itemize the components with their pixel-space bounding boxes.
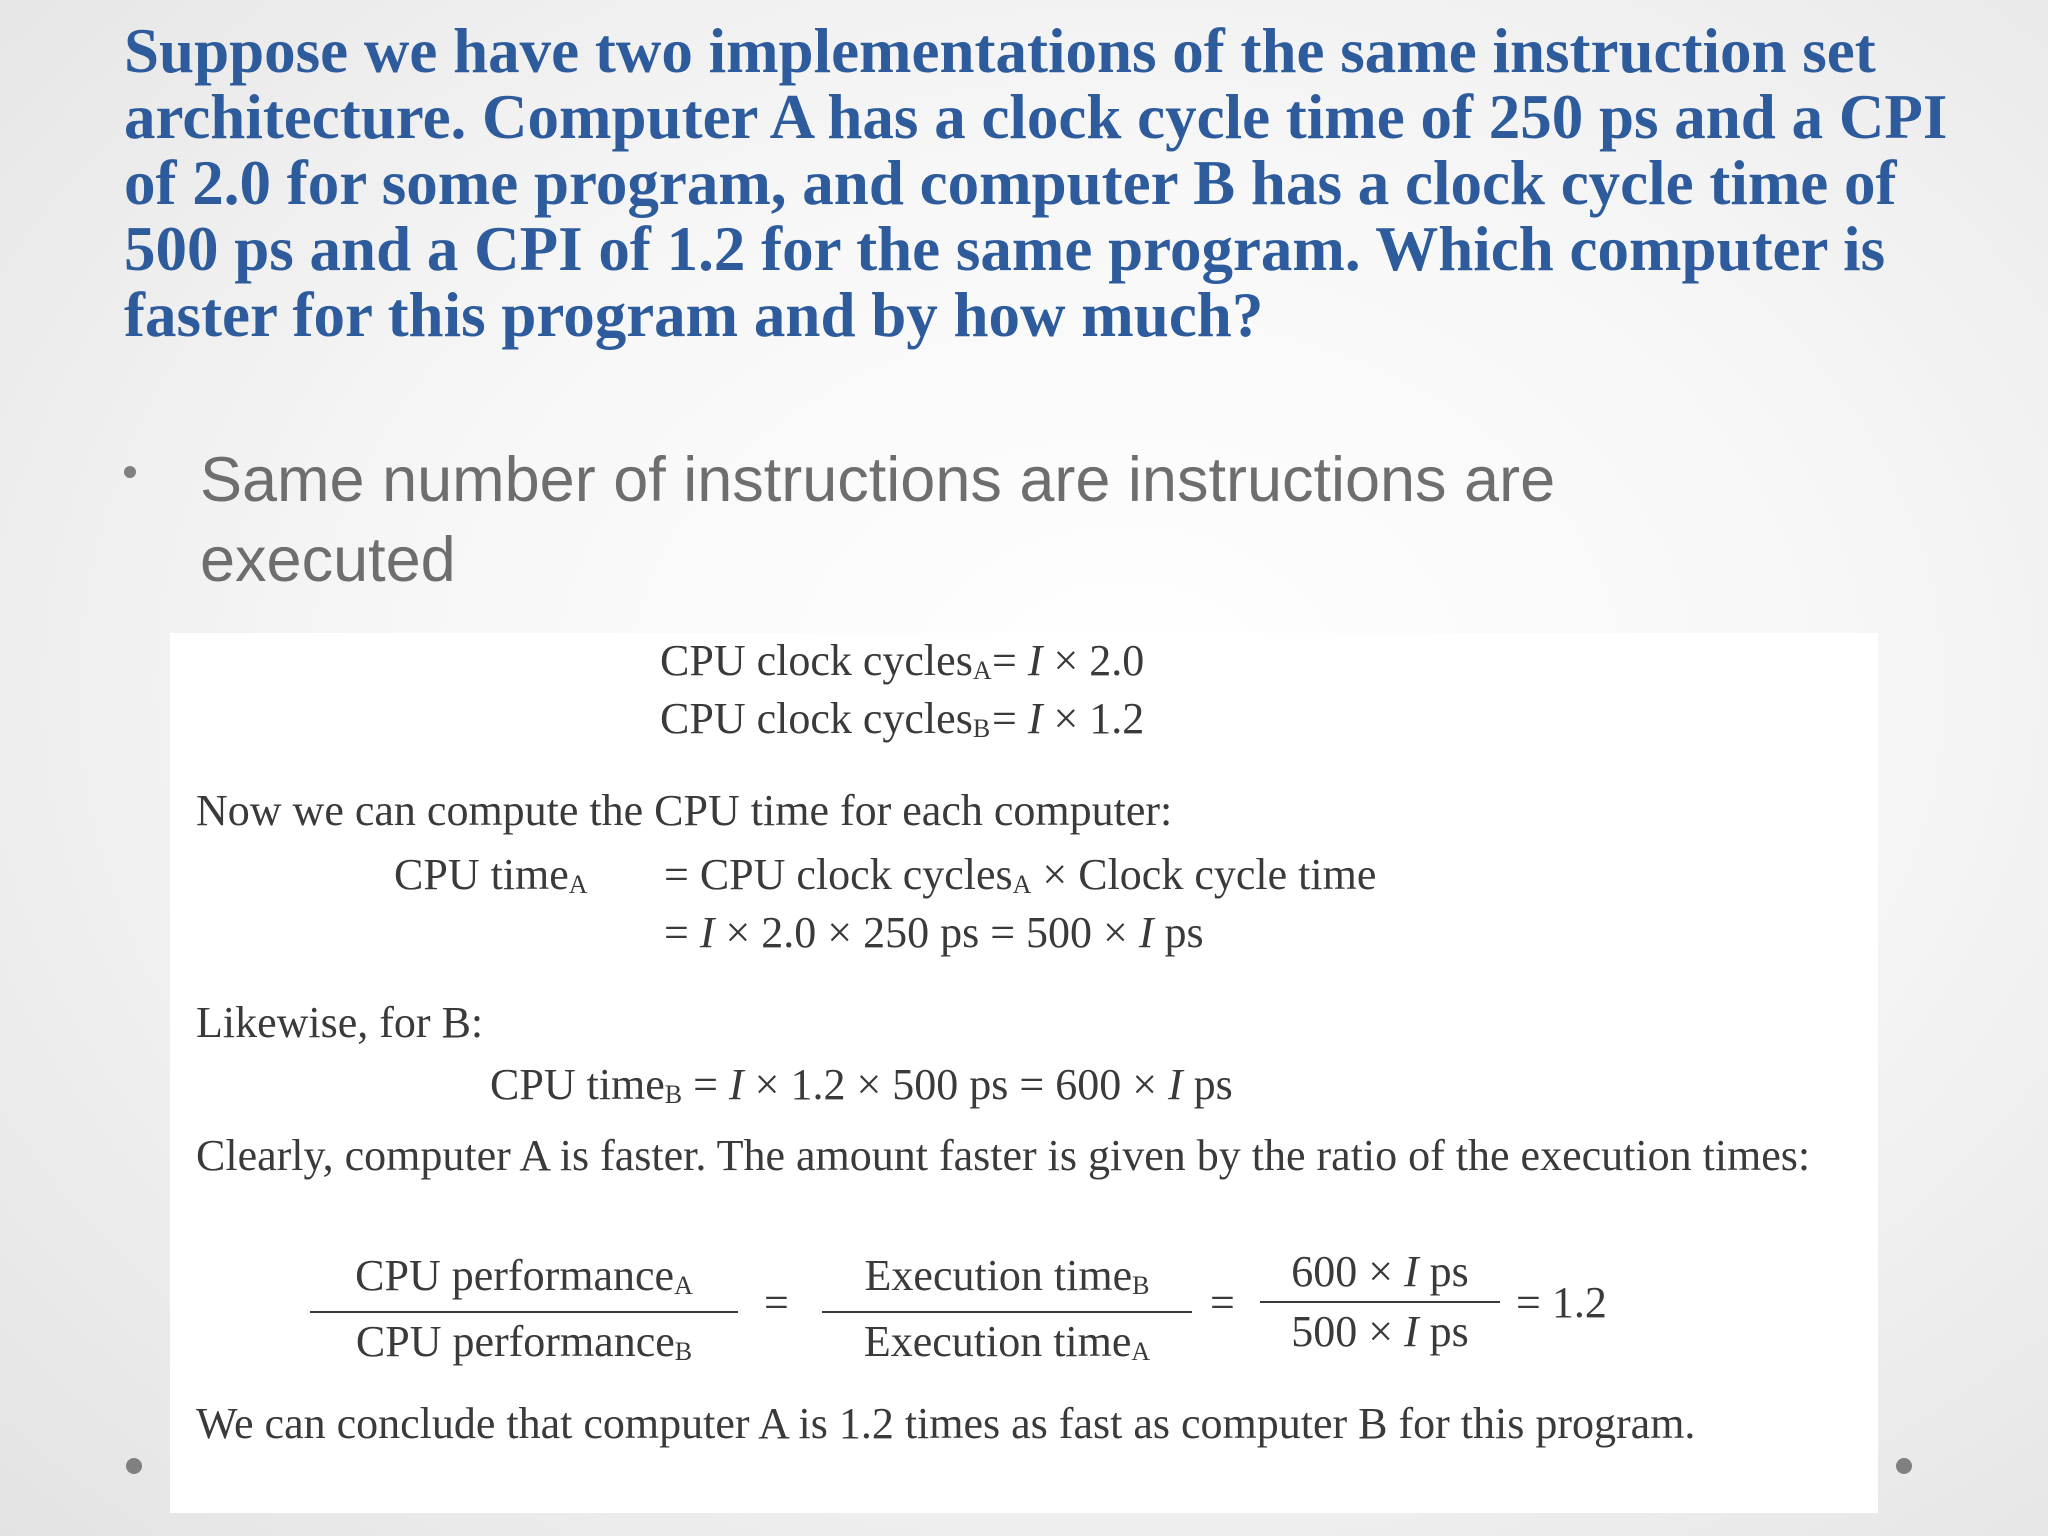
equation-cycles-a-rhs: = I × 2.0 [992,636,1145,685]
equation-time-a-line2: = I × 2.0 × 250 ps = 500 × I ps [664,908,1204,957]
question-text: Suppose we have two implementations of the same instruction set architecture. Computer A has a clock cycle time of 250 ps and a CPI of 2.0 for some program, and computer B has a clock cycle time of 500 ps and a CPI of 1.2 for the same program. Which computer is faster for this program and by how much? [124,16,1948,350]
intro-text: Now we can compute the CPU time for each computer: [196,786,1173,835]
left-dot-icon [126,1458,142,1474]
fraction-execution-time: Execution time$_B$ Execution time$_A$ [822,1249,1192,1375]
likewise-text: Likewise, for B: [196,998,484,1047]
fraction-bar [822,1311,1192,1313]
equals-sign: = [1210,1278,1235,1327]
equation-time-b: CPU time$_B$ = I × 1.2 × 500 ps = 600 × I ps [490,1060,1233,1109]
ratio-result: = 1.2 [1516,1278,1607,1327]
solution-panel [170,633,1878,1513]
bullet-text: Same number of instructions are instructions are executed [200,445,1556,595]
fraction-values: 600 × I ps 500 × I ps [1260,1245,1500,1359]
equation-cycles-b-rhs: = I × 1.2 [992,694,1145,743]
right-dot-icon [1896,1458,1912,1474]
fraction-bar [310,1311,738,1313]
conclusion-text: We can conclude that computer A is 1.2 times as fast as computer B for this program. [196,1399,1696,1448]
clearly-text: Clearly, computer A is faster. The amount faster is given by the ratio of the execution times: [196,1131,1811,1180]
fraction-performance: CPU performance$_A$ CPU performance$_B$ [310,1249,738,1375]
equation-cycles-b: CPU clock cycles$_B$ [660,694,991,743]
equation-cycles-a: CPU clock cycles$_A$ [660,636,992,685]
equation-time-a-lhs: CPU time$_A$ [394,850,588,899]
equals-sign: = [764,1278,789,1327]
fraction-bar [1260,1301,1500,1303]
bullet-dot-icon [124,466,136,478]
equation-time-a-rhs: = CPU clock cycles$_A$ × Clock cycle time [664,850,1377,899]
